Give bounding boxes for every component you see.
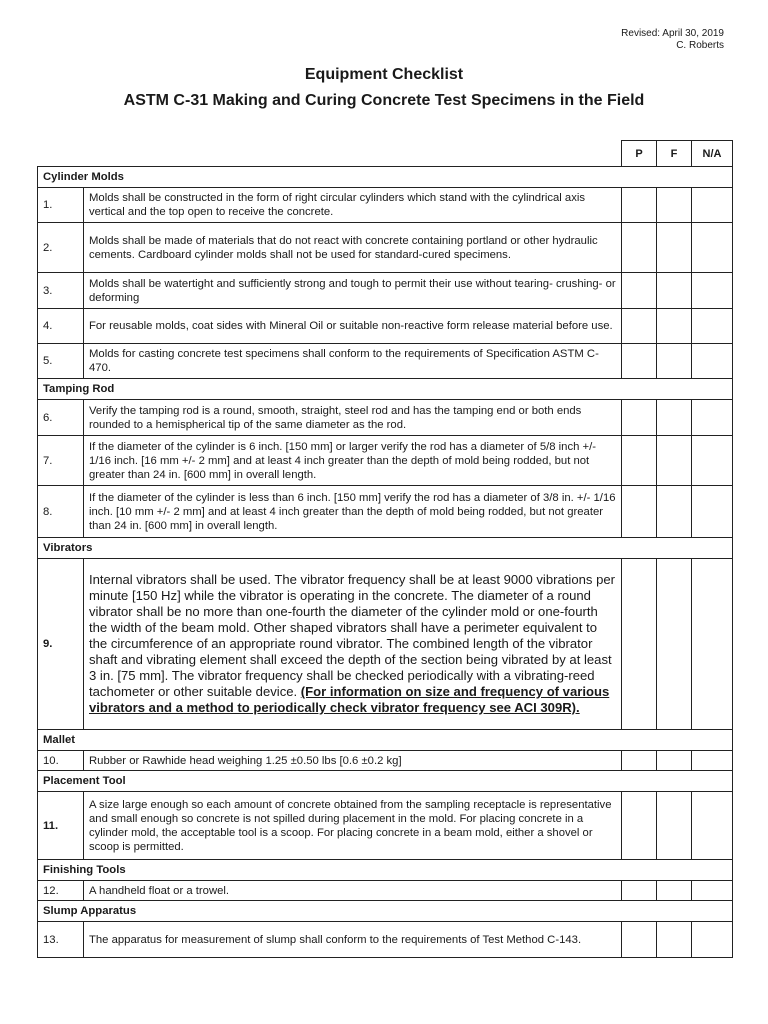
na-checkbox[interactable] <box>692 309 733 344</box>
table-row <box>38 751 733 771</box>
section-vibrators: Vibrators <box>38 538 733 559</box>
na-checkbox[interactable] <box>692 188 733 223</box>
section-placement-tool: Placement Tool <box>38 771 733 792</box>
item-number: 9. <box>38 559 84 730</box>
equipment-checklist-table <box>37 140 733 958</box>
fail-checkbox[interactable] <box>657 223 692 273</box>
na-checkbox[interactable] <box>692 436 733 486</box>
na-checkbox[interactable] <box>692 223 733 273</box>
table-row <box>38 223 733 273</box>
pass-checkbox[interactable] <box>622 309 657 344</box>
section-row <box>38 379 733 400</box>
na-checkbox[interactable] <box>692 792 733 860</box>
fail-checkbox[interactable] <box>657 400 692 436</box>
item-description: Molds shall be watertight and sufficiently strong and tough to permit their use without tearing- crushing- or deforming <box>84 273 622 309</box>
section-tamping-rod: Tamping Rod <box>38 379 733 400</box>
item-number: 8. <box>38 486 84 538</box>
column-header-na: N/A <box>692 141 733 167</box>
table-row <box>38 436 733 486</box>
fail-checkbox[interactable] <box>657 309 692 344</box>
section-row <box>38 860 733 881</box>
fail-checkbox[interactable] <box>657 273 692 309</box>
item-number: 1. <box>38 188 84 223</box>
pass-checkbox[interactable] <box>622 273 657 309</box>
item-description: Molds shall be constructed in the form of right circular cylinders which stand with the cylindrical axis vertical and the top open to receive the concrete. <box>84 188 622 223</box>
na-checkbox[interactable] <box>692 559 733 730</box>
fail-checkbox[interactable] <box>657 344 692 379</box>
item-description <box>84 559 622 730</box>
item-number: 12. <box>38 881 84 901</box>
table-row <box>38 559 733 730</box>
table-row <box>38 273 733 309</box>
pass-checkbox[interactable] <box>622 881 657 901</box>
item-number: 6. <box>38 400 84 436</box>
fail-checkbox[interactable] <box>657 751 692 771</box>
section-mallet: Mallet <box>38 730 733 751</box>
item-number: 5. <box>38 344 84 379</box>
item-description: A handheld float or a trowel. <box>84 881 622 901</box>
na-checkbox[interactable] <box>692 486 733 538</box>
fail-checkbox[interactable] <box>657 436 692 486</box>
item-description: Verify the tamping rod is a round, smooth, straight, steel rod and has the tamping end or both ends rounded to a hemispherical tip of the same diameter as the rod. <box>84 400 622 436</box>
section-slump-apparatus: Slump Apparatus <box>38 901 733 922</box>
section-row <box>38 901 733 922</box>
table-row <box>38 922 733 958</box>
fail-checkbox[interactable] <box>657 559 692 730</box>
fail-checkbox[interactable] <box>657 792 692 860</box>
revised-author: C. Roberts <box>676 40 724 51</box>
table-row <box>38 881 733 901</box>
pass-checkbox[interactable] <box>622 559 657 730</box>
fail-checkbox[interactable] <box>657 881 692 901</box>
item-number: 3. <box>38 273 84 309</box>
table-row <box>38 792 733 860</box>
item-number: 10. <box>38 751 84 771</box>
na-checkbox[interactable] <box>692 400 733 436</box>
item-description: The apparatus for measurement of slump shall conform to the requirements of Test Method C-143. <box>84 922 622 958</box>
table-row <box>38 344 733 379</box>
fail-checkbox[interactable] <box>657 188 692 223</box>
na-checkbox[interactable] <box>692 922 733 958</box>
item-description: Molds for casting concrete test specimens shall conform to the requirements of Specification ASTM C-470. <box>84 344 622 379</box>
revision-info <box>621 28 724 52</box>
pass-checkbox[interactable] <box>622 223 657 273</box>
section-row <box>38 538 733 559</box>
item-number: 2. <box>38 223 84 273</box>
pass-checkbox[interactable] <box>622 486 657 538</box>
header-blank <box>38 141 622 167</box>
item-description: If the diameter of the cylinder is 6 inch. [150 mm] or larger verify the rod has a diameter of 5/8 inch +/- 1/16 inch. [16 mm +/- 2 mm] and at least 4 inch greater than the depth of mold being rodded, but not greater than 24 in. [600 mm] in overall length. <box>84 436 622 486</box>
na-checkbox[interactable] <box>692 751 733 771</box>
pass-checkbox[interactable] <box>622 400 657 436</box>
aci-reference-note: (For information on size and frequency of various vibrators and a method to periodically check vibrator frequency see ACI 309R). <box>89 684 610 715</box>
page-subtitle: ASTM C-31 Making and Curing Concrete Test Specimens in the Field <box>123 92 645 109</box>
section-row <box>38 771 733 792</box>
pass-checkbox[interactable] <box>622 922 657 958</box>
column-header-pass: P <box>622 141 657 167</box>
item-description: Rubber or Rawhide head weighing 1.25 ±0.50 lbs [0.6 ±0.2 kg] <box>84 751 622 771</box>
pass-checkbox[interactable] <box>622 751 657 771</box>
vibrator-requirement-text: Internal vibrators shall be used. The vibrator frequency shall be at least 9000 vibrations per minute [150 Hz] while the vibrator is operating in the concrete. The diameter of a round vibrator shall be no more than one-fourth the diameter of the cylinder mold or one-fourth the width of the beam mold. Other shaped vibrators shall have a perimeter equivalent to the circumference of an appropriate round vibrator. The combined length of the vibrator shaft and vibrating element shall exceed the depth of the section being vibrated by at least 3 in. [75 mm]. The vibrator frequency shall be checked periodically with a vibrating-reed tachometer or other suitable device. <box>89 572 615 699</box>
item-description: For reusable molds, coat sides with Mineral Oil or suitable non-reactive form release material before use. <box>84 309 622 344</box>
fail-checkbox[interactable] <box>657 922 692 958</box>
table-row <box>38 400 733 436</box>
section-cylinder-molds: Cylinder Molds <box>38 167 733 188</box>
item-description: If the diameter of the cylinder is less than 6 inch. [150 mm] verify the rod has a diameter of 3/8 in. +/- 1/16 inch. [10 mm +/- 2 mm] and at least 4 inch greater than the depth of mold being rodded, but not greater than 24 in. [600 mm] in overall length. <box>84 486 622 538</box>
section-row <box>38 730 733 751</box>
item-description: Molds shall be made of materials that do not react with concrete containing portland or other hydraulic cements. Cardboard cylinder molds shall not be used for standard-cured specimens. <box>84 223 622 273</box>
section-finishing-tools: Finishing Tools <box>38 860 733 881</box>
item-number: 7. <box>38 436 84 486</box>
fail-checkbox[interactable] <box>657 486 692 538</box>
revised-date: Revised: April 30, 2019 <box>621 28 724 39</box>
section-row <box>38 167 733 188</box>
page-title: Equipment Checklist <box>304 66 464 83</box>
na-checkbox[interactable] <box>692 881 733 901</box>
pass-checkbox[interactable] <box>622 344 657 379</box>
pass-checkbox[interactable] <box>622 188 657 223</box>
table-row <box>38 188 733 223</box>
item-number: 4. <box>38 309 84 344</box>
column-header-fail: F <box>657 141 692 167</box>
item-number: 11. <box>38 792 84 860</box>
pass-checkbox[interactable] <box>622 792 657 860</box>
pass-checkbox[interactable] <box>622 436 657 486</box>
na-checkbox[interactable] <box>692 344 733 379</box>
column-header-row <box>38 141 733 167</box>
item-number: 13. <box>38 922 84 958</box>
table-row <box>38 486 733 538</box>
table-row <box>38 309 733 344</box>
item-description: A size large enough so each amount of concrete obtained from the sampling receptacle is representative and small enough so concrete is not spilled during placement in the mold. For placing concrete in a cylinder mold, the acceptable tool is a scoop. For placing concrete in a beam mold, either a shovel or scoop is permitted. <box>84 792 622 860</box>
na-checkbox[interactable] <box>692 273 733 309</box>
